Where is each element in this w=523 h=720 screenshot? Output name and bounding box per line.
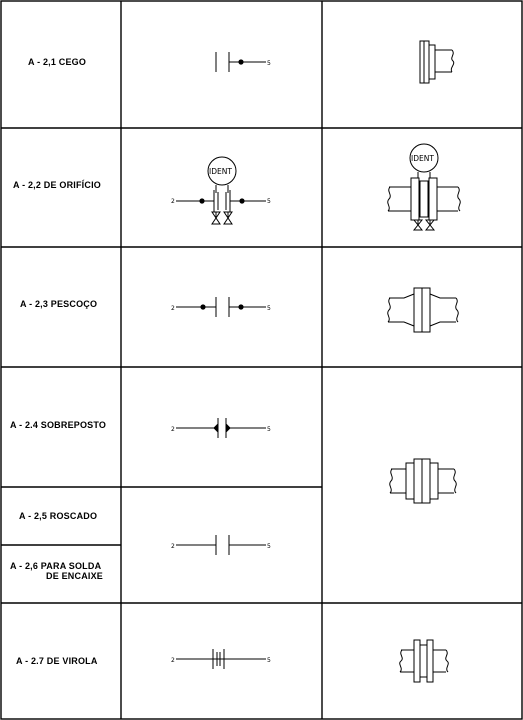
ident-tag: IDENT [209,167,232,176]
weld-neck-flange-pictorial [388,288,459,332]
slip-on-threaded-socket-flange-pictorial [390,459,457,503]
blind-flange-pictorial [420,41,454,83]
line-end-mark-left: 2 [171,198,175,205]
line-end-mark-left: 2 [171,657,175,664]
orifice-flange-schematic [171,157,271,224]
line-end-mark-left: 2 [171,305,175,312]
line-end-mark-right: 5 [267,60,271,67]
row-label-pescoco: A - 2,3 PESCOÇO [20,299,98,309]
line-end-mark-right: 5 [267,198,271,205]
ident-tag-pictorial: IDENT [411,154,434,163]
row-label-solda-encaixe-line1: A - 2,6 PARA SOLDA [10,561,102,571]
line-end-mark-right: 5 [267,426,271,433]
row-label-roscado: A - 2,5 ROSCADO [19,511,98,521]
row-label-virola: A - 2.7 DE VIROLA [16,656,98,666]
row-label-orificio: A - 2,2 DE ORIFÍCIO [13,180,101,190]
weld-neck-flange-schematic [171,297,271,317]
lap-joint-flange-schematic [171,649,271,669]
line-end-mark-right: 5 [267,543,271,550]
blind-flange-schematic [216,52,271,72]
lap-joint-flange-pictorial [400,640,449,682]
line-end-mark-right: 5 [267,657,271,664]
row-label-cego: A - 2,1 CEGO [28,57,87,67]
line-end-mark-left: 2 [171,426,175,433]
row-label-sobreposto: A - 2.4 SOBREPOSTO [10,420,107,430]
threaded-socket-flange-schematic [171,535,271,555]
line-end-mark-right: 5 [267,305,271,312]
orifice-flange-pictorial [388,144,461,230]
row-label-solda-encaixe-line2: DE ENCAIXE [46,571,104,581]
line-end-mark-left: 2 [171,543,175,550]
slip-on-flange-schematic [171,418,271,438]
